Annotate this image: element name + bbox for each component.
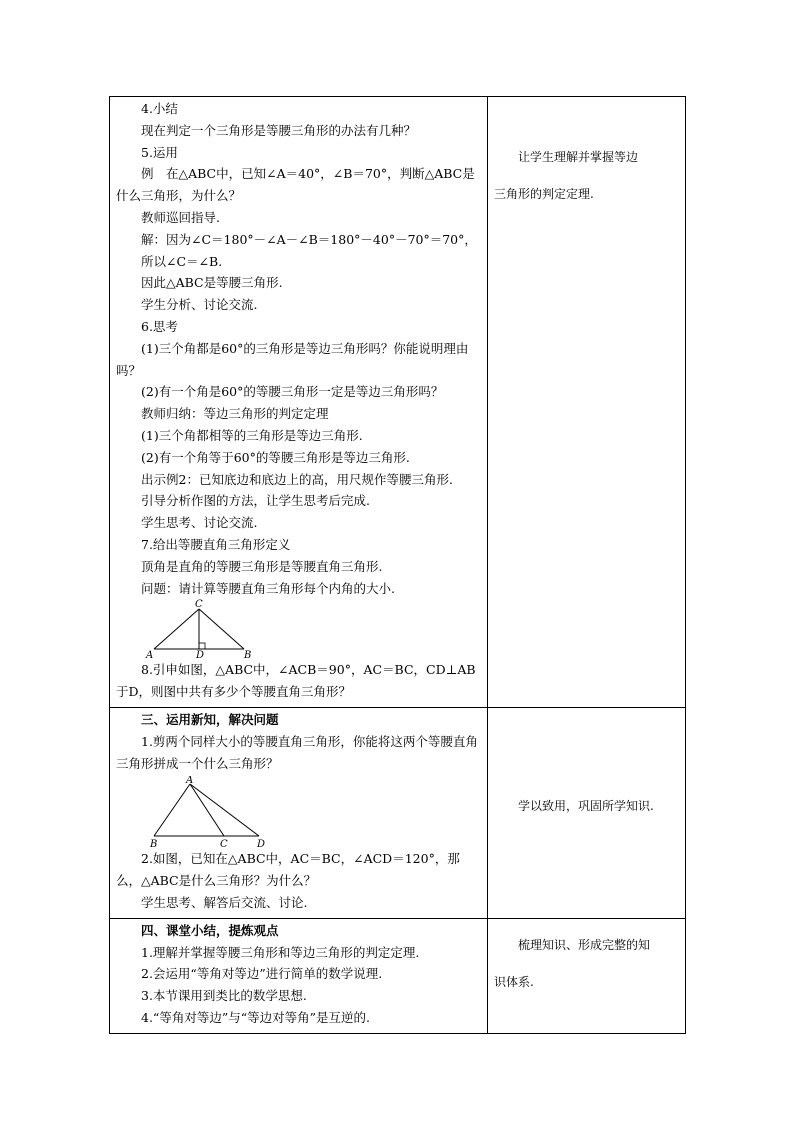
summary-item: 1.理解并掌握等腰三角形和等边三角形的判定定理. [141,944,420,960]
question-text: (1)三个角都是60°的三角形是等边三角形吗？你能说明理由吗？ [116,340,469,378]
solution-text: 所以∠C＝∠B. [141,253,223,269]
side-cb [199,609,244,649]
table-row [110,707,686,918]
student-activity: 学生分析、讨论交流. [141,297,258,313]
section-title: 5.运用 [141,144,178,160]
side-ad [190,784,259,836]
teaching-process-cell [110,97,488,708]
activity-text: 2.如图，已知在△ABC中，AC＝BC，∠ACD＝120°，那么，△ABC是什么三角形？为什么？ [116,851,460,889]
triangle-abd-figure [144,776,274,848]
design-intent-text: 三角形的判定定理. [494,187,594,201]
table-row [110,918,686,1033]
side-ac [154,609,199,649]
point-d-label: D [196,650,205,660]
student-activity: 学生思考、解答后交流、讨论. [141,894,308,910]
definition-text: 顶角是直角的等腰三角形是等腰直角三角形. [141,558,383,574]
design-intent-text: 梳理知识、形成完整的知 [518,937,651,952]
design-intent-text: 识体系. [494,974,534,989]
section-heading: 四、课堂小结，提炼观点 [141,922,279,938]
vertex-b-label: B [150,839,158,849]
section-title: 7.给出等腰直角三角形定义 [141,536,291,552]
isosceles-right-triangle-figure [144,599,264,659]
table-row [110,97,686,708]
question-text: 问题：请计算等腰直角三角形每个内角的大小. [141,580,395,596]
example-text: 出示例2：已知底边和底边上的高，用尺规作等腰三角形. [141,471,453,487]
side-ac [190,784,224,836]
section-title: 6.思考 [141,318,178,334]
theorem-text: (1)三个角都相等的三角形是等边三角形. [141,427,363,443]
vertex-d-label: D [257,839,266,849]
theorem-text: (2)有一个角等于60°的等腰三角形是等边三角形. [141,449,410,465]
activity-text: 1.剪两个同样大小的等腰直角三角形，你能将这两个等腰直角三角形拼成一个什么三角形？ [116,733,478,771]
design-intent-cell [488,97,686,708]
question-text: 8.引申如图，△ABC中，∠ACB＝90°，AC＝BC，CD⊥AB于D，则图中共有多少个等腰直角三角形？ [116,662,476,700]
teaching-process-cell [110,707,488,918]
section-title: 4.小结 [141,101,178,116]
vertex-a-label: A [186,776,194,787]
summary-item: 2.会运用“等角对等边”进行简单的数学说理. [141,966,383,982]
solution-text: 因此△ABC是等腰三角形. [141,275,283,291]
lesson-plan-table [109,96,686,1034]
summary-item: 4.“等角对等边”与“等边对等角”是互逆的. [141,1009,370,1025]
vertex-c-label: C [220,839,228,849]
question-text: (2)有一个角是60°的等腰三角形一定是等边三角形吗？ [141,384,444,400]
vertex-a-label: A [146,650,154,660]
teacher-note: 教师归纳：等边三角形的判定定理 [141,406,329,422]
teacher-note: 教师巡回指导. [141,209,220,225]
section-heading: 三、运用新知，解决问题 [141,711,279,727]
right-angle-mark [199,643,205,649]
summary-cell [110,918,488,1033]
question-text: 现在判定一个三角形是等腰三角形的办法有几种？ [141,122,417,138]
example-text: 例 在△ABC中，已知∠A＝40°，∠B＝70°，判断△ABC是什么三角形，为什么？ [116,166,475,204]
vertex-c-label: C [195,599,203,611]
vertex-b-label: B [244,650,252,660]
design-intent-text: 让学生理解并掌握等边 [518,150,639,164]
solution-text: 解：因为∠C＝180°－∠A－∠B＝180°－40°－70°＝70°， [141,231,477,247]
teacher-note: 引导分析作图的方法，让学生思考后完成. [141,493,370,509]
student-activity: 学生思考、讨论交流. [141,515,258,531]
design-intent-text: 学以致用，巩固所学知识. [518,798,654,813]
design-intent-cell [488,707,686,918]
summary-item: 3.本节课用到类比的数学思想. [141,988,307,1004]
side-ab [154,784,190,836]
design-intent-cell [488,918,686,1033]
